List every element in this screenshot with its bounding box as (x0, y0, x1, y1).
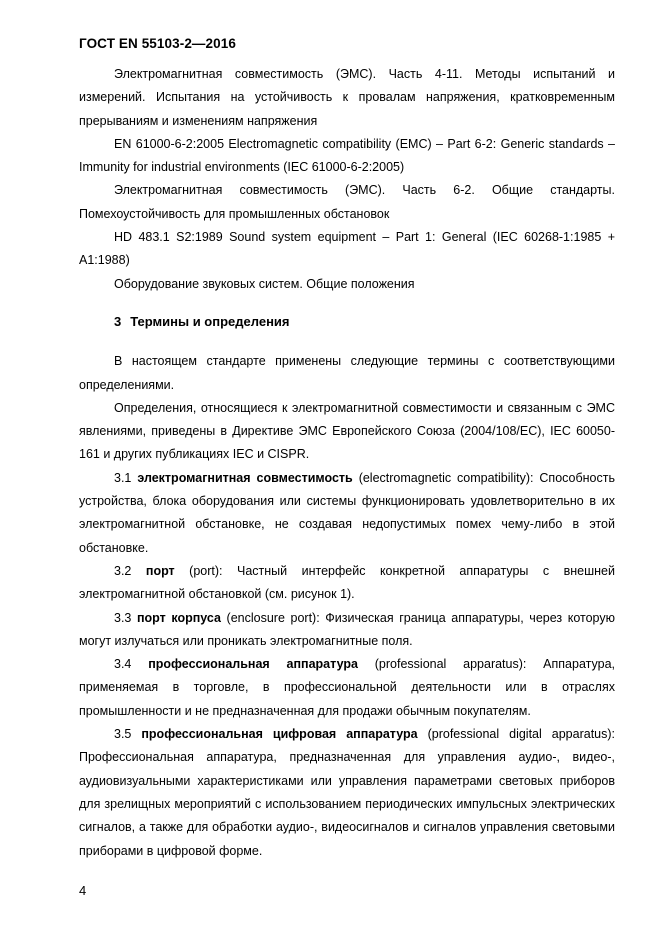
term-number: 3.3 (114, 610, 132, 625)
reference-item: Электромагнитная совместимость (ЭМС). Часть 4-11. Методы испытаний и измерений. Испытания на устойчивость к провалам напряжения, кратковременным прерываниям и изменениям напряжения (79, 67, 615, 128)
term-number: 3.1 (114, 470, 132, 485)
term-text: (professional digital apparatus): Профессиональная аппаратура, предназначенная для управления аудио-, видео-, аудиовизуальными характеристиками или управления параметрами световых приборов для зрелищных мероприятий с использованием периодических импульсных электрических сигналов, а также для обработки аудио-, видеосигналов и сигналов управления световыми приборами в цифровой форме. (79, 727, 615, 858)
reference-item: Оборудование звуковых систем. Общие положения (114, 276, 415, 291)
term-name: профессиональная цифровая аппаратура (141, 727, 418, 742)
term-number: 3.5 (114, 727, 132, 742)
term-name: профессиональная аппаратура (148, 657, 358, 672)
term-text: (professional apparatus): Аппаратура, применяемая в торговле, в профессиональной деятельности или в отраслях промышленности и не предназначенная для продажи обычным покупателям. (79, 657, 615, 718)
section-number: 3 (114, 313, 122, 329)
reference-item: Электромагнитная совместимость (ЭМС). Часть 6-2. Общие стандарты. Помехоустойчивость для промышленных обстановок (79, 183, 615, 221)
term-number: 3.4 (114, 657, 132, 672)
document-body (79, 63, 615, 863)
section-title: Термины и определения (130, 313, 290, 329)
term-name: порт корпуса (136, 610, 221, 625)
term-text: (port): Частный интерфейс конкретной аппаратуры с внешней электромагнитной обстановкой (см. рисунок 1). (79, 563, 615, 602)
term-definition (79, 467, 615, 560)
reference-item: HD 483.1 S2:1989 Sound system equipment – Part 1: General (IEC 60268-1:1985 + A1:1988) (79, 230, 615, 268)
page-number: 4 (79, 883, 87, 898)
document-header: ГОСТ EN 55103-2—2016 (79, 36, 236, 51)
term-definition (79, 607, 615, 654)
term-number: 3.2 (114, 563, 132, 578)
term-text: (electromagnetic compatibility): Способность устройства, блока оборудования или системы функционировать удовлетворительно в их электромагнитной обстановке, не создавая недопустимых помех чему-либо в этой обстановке. (79, 470, 615, 555)
term-name: электромагнитная совместимость (137, 470, 353, 485)
term-text: (enclosure port): Физическая граница аппаратуры, через которую могут излучаться или проникать электромагнитные поля. (79, 610, 615, 648)
intro-paragraph: В настоящем стандарте применены следующие термины с соответствующими определениями. (79, 354, 615, 392)
term-definition (79, 653, 615, 723)
intro-paragraph: Определения, относящиеся к электромагнитной совместимости и связанным с ЭМС явлениями, приведены в Директиве ЭМС Европейского Союза (2004/108/EC), IEC 60050-161 и других публикациях IEC и CISPR. (79, 400, 615, 462)
term-definition (79, 723, 615, 863)
reference-item: EN 61000-6-2:2005 Electromagnetic compatibility (EMC) – Part 6-2: Generic standards – Immunity for industrial environments (IEC 61000-6-2:2005) (79, 136, 615, 175)
term-name: порт (145, 563, 175, 578)
term-definition (79, 560, 615, 607)
section-heading (79, 310, 615, 333)
